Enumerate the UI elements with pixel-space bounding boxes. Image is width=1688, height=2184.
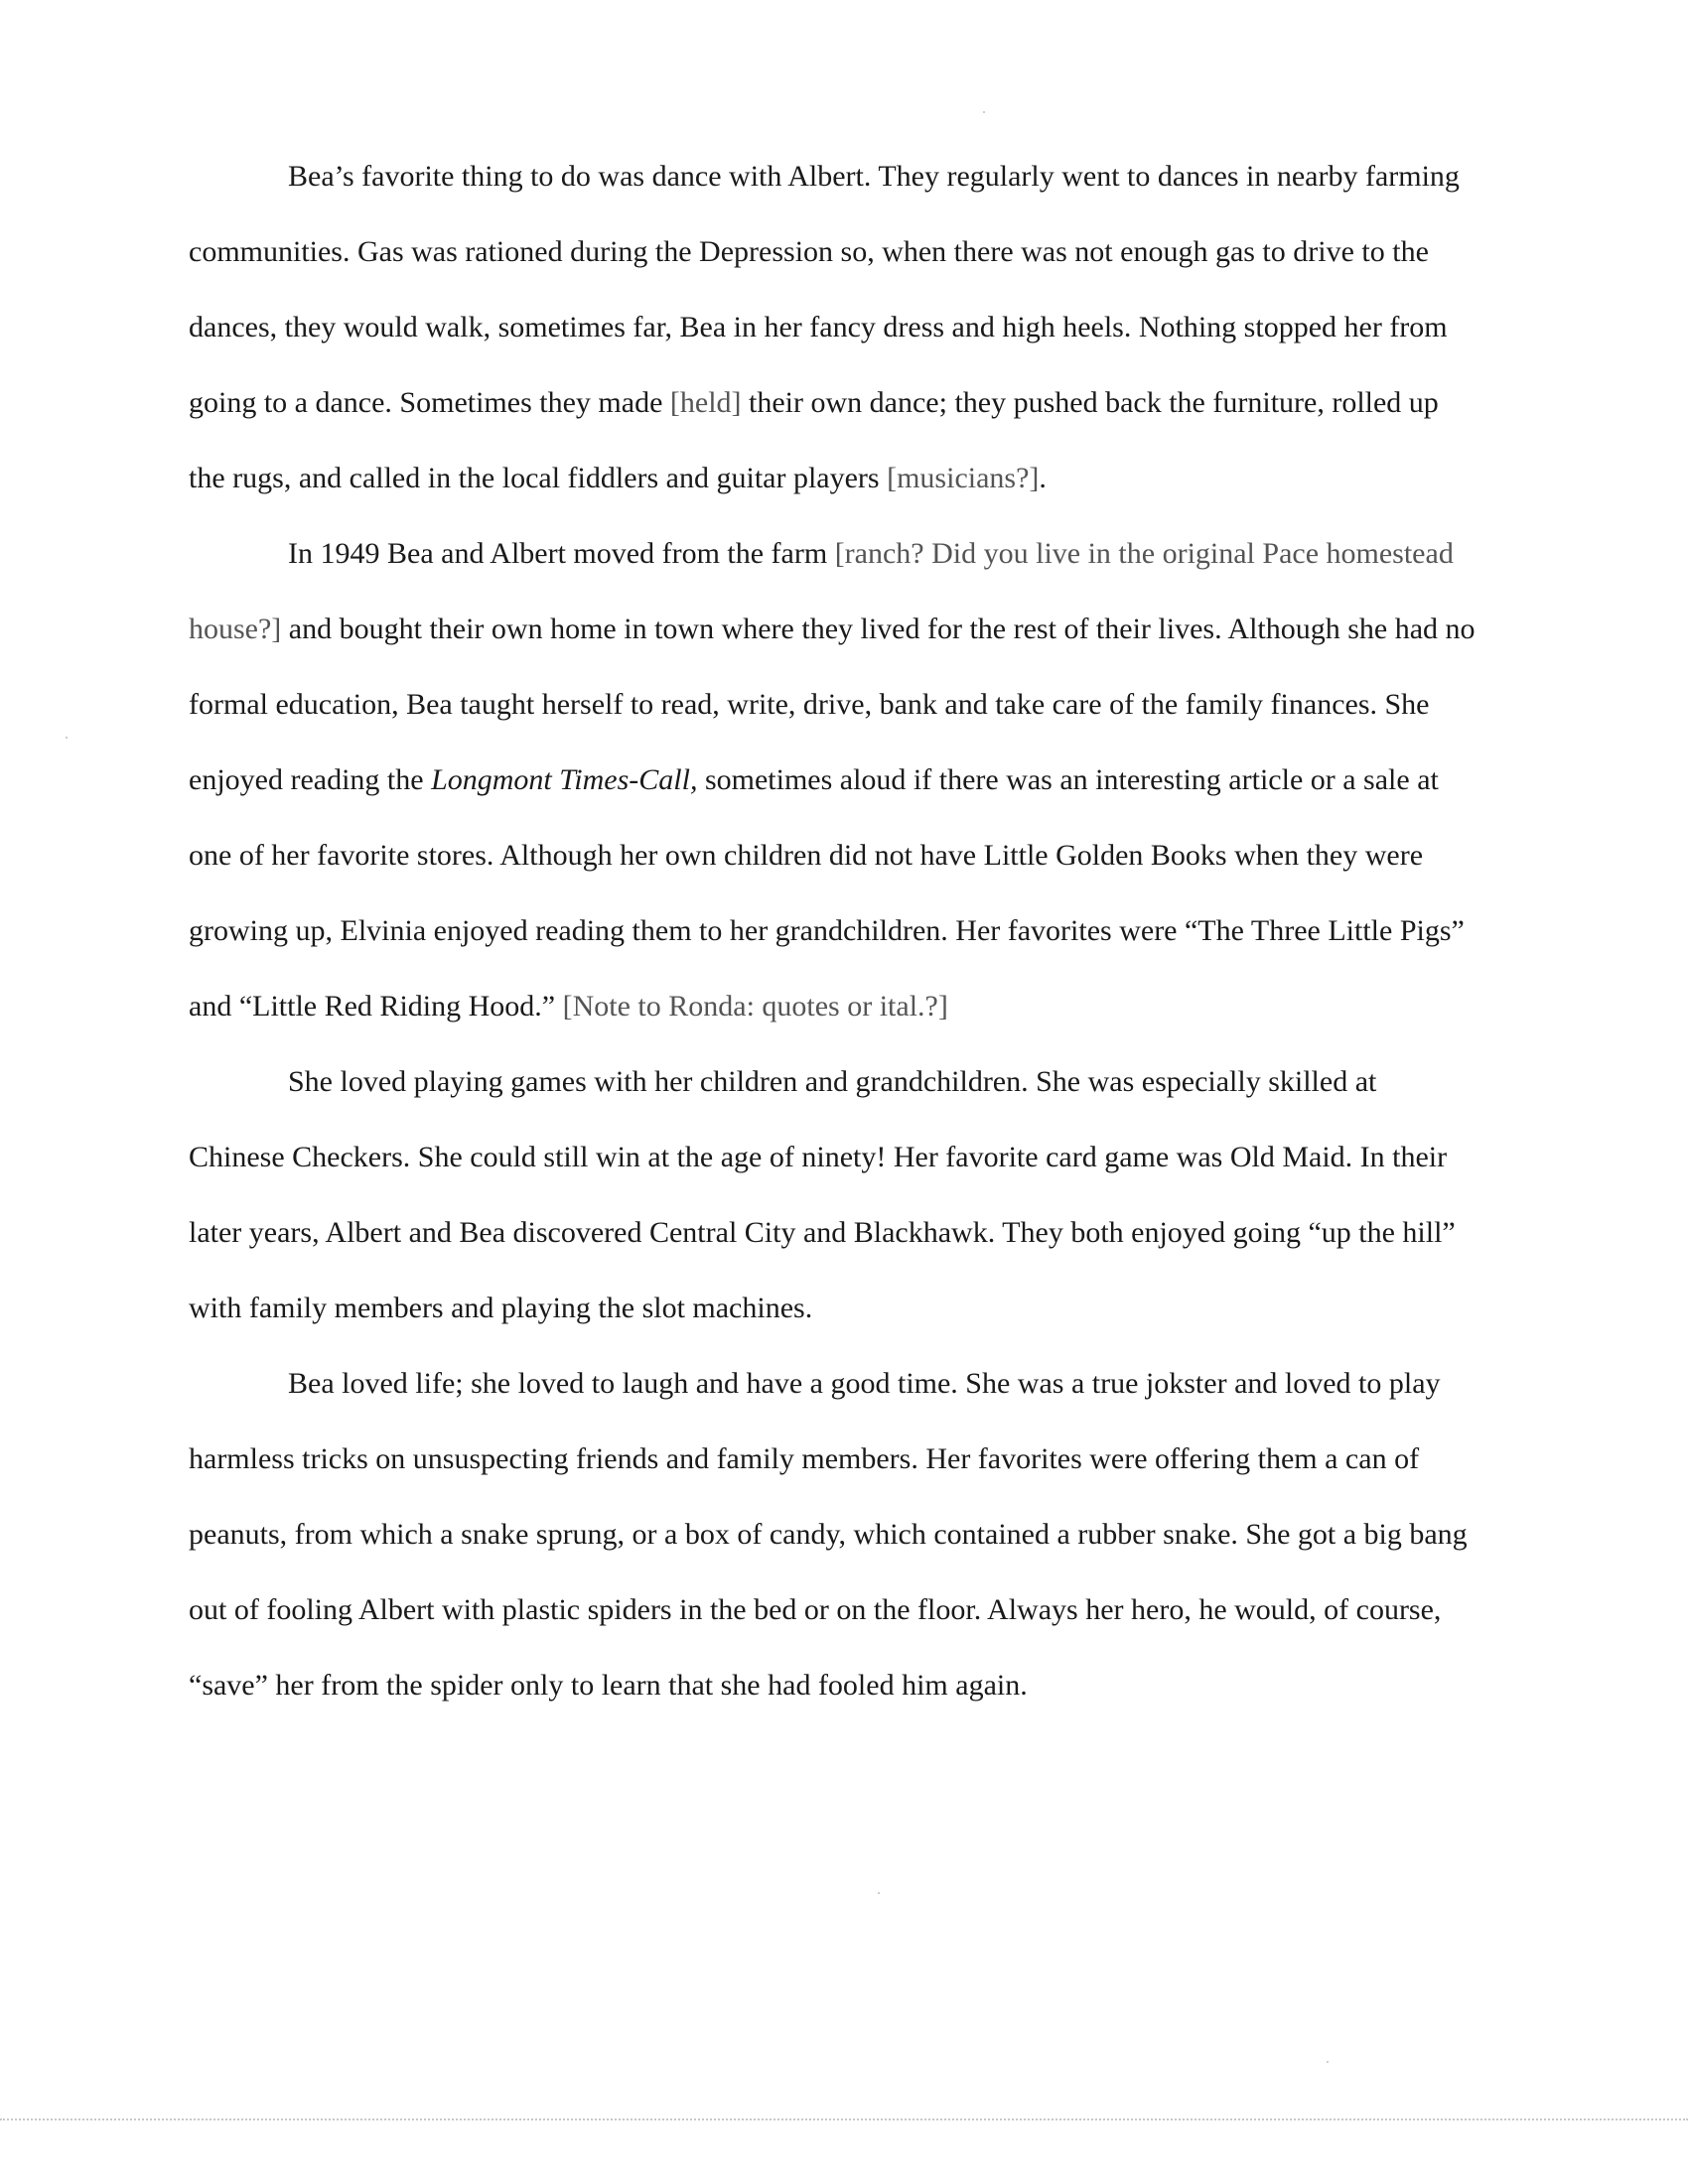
text-run: In 1949 Bea and Albert moved from the farm [288, 537, 835, 570]
scan-speck [983, 111, 985, 113]
paragraph-1 [189, 139, 1479, 516]
editor-note: [musicians?] [887, 462, 1040, 494]
text-run: Bea’s favorite thing to do was dance with Albert. They regularly went to dances in nearby farming communities. Gas was rationed during the Depression so, when there was not enough gas to drive to the dances, they would walk, sometimes far, Bea in her fancy dress and high heels. Nothing stopped her from going to a dance. Sometimes they made [189, 160, 1460, 419]
newspaper-title: Longmont Times-Call, [431, 763, 698, 796]
scan-speck [878, 1892, 880, 1894]
paragraph-2 [189, 516, 1479, 1044]
text-run: their own dance; they pushed back the furniture, rolled up the rugs, and called in the local fiddlers and guitar players [189, 386, 1439, 494]
paragraph-4 [189, 1346, 1479, 1723]
text-run: and bought their own home in town where they lived for the rest of their lives. Although she had no formal education, Bea taught herself to read, write, drive, bank and take care of the family finances. She enjoyed reading the [189, 613, 1476, 796]
scan-speck [1327, 2061, 1329, 2063]
editor-note: [ranch? Did you live in the original Pace homestead house?] [189, 537, 1454, 645]
paragraph-3 [189, 1044, 1479, 1346]
editor-note: [Note to Ronda: quotes or ital.?] [562, 990, 948, 1023]
text-run: Bea loved life; she loved to laugh and have a good time. She was a true jokster and loved to play harmless tricks on unsuspecting friends and family members. Her favorites were offering them a can of peanuts, from which a snake sprung, or a box of candy, which contained a rubber snake. She got a big bang out of fooling Albert with plastic spiders in the bed or on the floor. Always her hero, he would, of course, “save” her from the spider only to learn that she had fooled him again. [189, 1367, 1468, 1702]
text-run: . [1039, 462, 1047, 494]
editor-note: [held] [669, 386, 742, 419]
text-run: She loved playing games with her children and grandchildren. She was especially skilled at Chinese Checkers. She could still win at the age of ninety! Her favorite card game was Old Maid. In their later years, Albert and Bea discovered Central City and Blackhawk. They both enjoyed going “up the hill” with family members and playing the slot machines. [189, 1065, 1456, 1324]
body-text [189, 139, 1479, 1723]
scan-speck [66, 737, 68, 739]
text-run: sometimes aloud if there was an interesting article or a sale at one of her favorite stores. Although her own children did not have Little Golden Books when they were growing up, Elvinia enjoyed reading them to her grandchildren. Her favorites were “The Three Little Pigs” and “Little Red Riding Hood.” [189, 763, 1465, 1023]
scan-edge-line [0, 2118, 1688, 2120]
